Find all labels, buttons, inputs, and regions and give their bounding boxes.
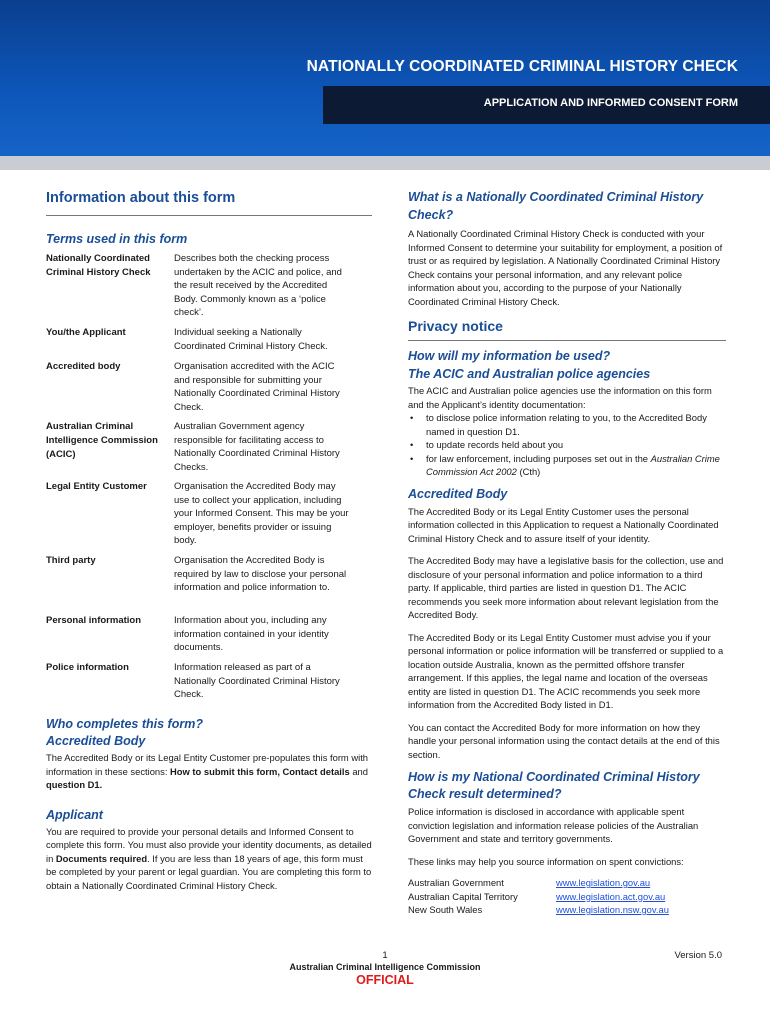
term-row <box>46 661 372 713</box>
what-is-heading: What is a Nationally Coordinated Criminal History Check? <box>408 190 704 222</box>
jurisdiction: Australian Capital Territory <box>408 890 518 902</box>
term-row <box>46 252 372 326</box>
header-stripe <box>0 156 770 170</box>
form-subtitle: APPLICATION AND INFORMED CONSENT FORM <box>483 97 738 109</box>
right-column <box>408 188 726 917</box>
term: Australian Criminal Intelligence Commission (ACIC) <box>46 421 158 460</box>
info-heading: Information about this form <box>46 190 236 206</box>
term: Legal Entity Customer <box>46 481 147 492</box>
result-text: These links may help you source information on spent convictions: <box>408 855 684 867</box>
classification-label: OFFICIAL <box>356 973 414 987</box>
link-row <box>408 903 726 917</box>
term: Nationally Coordinated Criminal History Check <box>46 253 151 278</box>
legislation-link[interactable]: www.legislation.act.gov.au <box>556 890 666 902</box>
how-used-heading: How will my information be used? <box>408 349 611 363</box>
left-column <box>46 188 372 892</box>
header-banner <box>0 0 770 160</box>
term-row <box>46 614 372 661</box>
terms-table <box>46 252 372 713</box>
term-definition: Organisation the Accredited Body is required by law to disclose your personal information and police information to. <box>174 555 347 593</box>
divider <box>46 215 372 216</box>
list-item: • to update records held about you <box>408 438 726 452</box>
what-is-text: A Nationally Coordinated Criminal History Check is conducted with your Informed Consent to determine your suitability for employment, a position of trust or as required by legislation. A Nationally Coordinated Criminal History Check contains your personal information, and any relevant police information about you, according to the purpose of your Nationally Coordinated Criminal History Check. <box>408 228 723 307</box>
acic-text: The ACIC and Australian police agencies use the information on this form and the Applicant’s identity documentation: <box>408 385 712 410</box>
jurisdiction: Australian Government <box>408 877 504 888</box>
term-row <box>46 326 372 360</box>
privacy-notice-heading: Privacy notice <box>408 318 503 334</box>
accredited-body-text: The Accredited Body may have a legislative basis for the collection, use and disclosure of your personal information and police information to a third party. If applicable, third parties are listed in question D1. The ACIC recommends you seek more information about relevant legislation from the Accredited Body. <box>408 555 724 620</box>
term-definition: Australian Government agency responsible for facilitating access to Nationally Coordinated Criminal History Checks. <box>174 421 340 473</box>
page-number: 1 <box>382 950 388 961</box>
accredited-body-heading: Accredited Body <box>46 734 146 748</box>
link-row <box>408 890 726 904</box>
legislation-links <box>408 876 726 917</box>
result-heading: How is my National Coordinated Criminal History Check result determined? <box>408 770 700 801</box>
term-row <box>46 554 372 614</box>
term-definition: Information about you, including any information contained in your identity documents. <box>174 615 329 653</box>
link-row <box>408 876 726 890</box>
applicant-text: You are required to provide your personal details and Informed Consent to complete this form. You must also provide your identity documents, as detailed in Documents required. If you are less than 18 years of age, this form must be completed by your parent or legal guardian. You are completing this form to obtain a Nationally Coordinated Criminal History Check. <box>46 825 372 891</box>
term: Third party <box>46 555 96 566</box>
result-text: Police information is disclosed in accordance with applicable spent conviction legislation and information release policies of the Australian Government and state and territory governments. <box>408 806 699 844</box>
term: Accredited body <box>46 361 121 372</box>
term-definition: Information released as part of a Nationally Coordinated Criminal History Check. <box>174 662 340 700</box>
term: Police information <box>46 662 129 673</box>
term-definition: Organisation the Accredited Body may use to collect your application, including your Informed Consent. This may be your employer, benefits provider or issuing body. <box>174 481 349 546</box>
jurisdiction: New South Wales <box>408 904 483 915</box>
usage-list <box>408 411 726 479</box>
accredited-body-text: The Accredited Body or its Legal Entity Customer uses the personal information collected in this Application to request a Nationally Coordinated Criminal History Check and to assure itself of your identity. <box>408 505 719 544</box>
who-completes-heading: Who completes this form? <box>46 717 203 731</box>
list-item: • to disclose police information relating to you, to the Accredited Body named in question D1. <box>408 411 726 438</box>
term: Personal information <box>46 615 142 626</box>
terms-heading: Terms used in this form <box>46 232 188 246</box>
acic-heading: The ACIC and Australian police agencies <box>408 367 651 381</box>
accredited-body-heading: Accredited Body <box>408 486 508 501</box>
legislation-link[interactable]: www.legislation.gov.au <box>556 877 651 888</box>
term: You/the Applicant <box>46 327 126 338</box>
term-definition: Individual seeking a Nationally Coordinated Criminal History Check. <box>174 327 328 352</box>
list-item: • for law enforcement, including purposes set out in the Australian Crime Commission Act 2002 (Cth) <box>408 452 726 479</box>
legislation-link[interactable]: www.legislation.nsw.gov.au <box>556 904 669 915</box>
version-label: Version 5.0 <box>674 950 722 961</box>
term-row <box>46 480 372 554</box>
divider <box>408 340 726 341</box>
term-definition: Describes both the checking process undertaken by the ACIC and police, and the result received by the Accredited Body. Commonly known as a ‘police check’. <box>174 253 342 318</box>
accredited-body-text: You can contact the Accredited Body for more information on how they handle your personal information using the contact details at the end of this section. <box>408 721 720 760</box>
applicant-heading: Applicant <box>46 807 103 822</box>
term-definition: Organisation accredited with the ACIC and responsible for submitting your Nationally Coordinated Criminal History Check. <box>174 361 340 413</box>
accredited-body-text: The Accredited Body or its Legal Entity Customer must advise you if your personal information or police information will be transferred or supplied to a location outside Australia, known as the permitted offshore transfer arrangement. If this applies, the legal name and location of the overseas entity are listed in question D1. The ACIC recommends you seek more information from the Accredited Body listed in D1. <box>408 631 724 710</box>
accredited-body-text: The Accredited Body or its Legal Entity Customer pre-populates this form with information in these sections: How to submit this form, Contact details and question D1. <box>46 752 369 790</box>
form-title: NATIONALLY COORDINATED CRIMINAL HISTORY CHECK <box>306 58 738 75</box>
term-row <box>46 420 372 480</box>
footer-organisation: Australian Criminal Intelligence Commission <box>289 962 481 972</box>
term-row <box>46 360 372 420</box>
